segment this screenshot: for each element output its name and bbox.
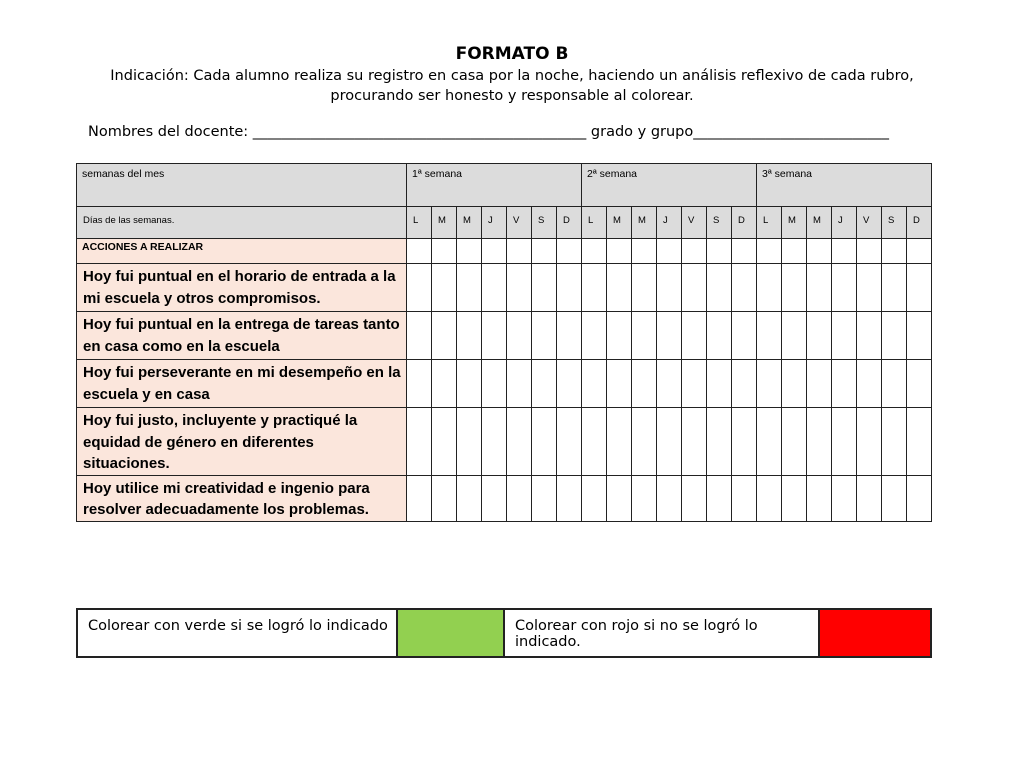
actions-label: ACCIONES A REALIZAR [77,239,407,264]
day-color-cell [882,239,907,264]
day-color-cell[interactable] [557,408,582,476]
day-color-cell[interactable] [432,264,457,312]
day-color-cell[interactable] [432,360,457,408]
day-color-cell [832,239,857,264]
day-color-cell[interactable] [532,408,557,476]
days-row [77,207,932,239]
day-color-cell[interactable] [707,475,732,521]
day-header-cell: J [657,207,682,239]
day-color-cell[interactable] [782,360,807,408]
day-color-cell[interactable] [532,312,557,360]
day-color-cell[interactable] [882,360,907,408]
day-color-cell [707,239,732,264]
instruction-text: Indicación: Cada alumno realiza su registro en casa por la noche, haciendo un análisis reflexivo de cada rubro, procurando ser honesto y responsable al colorear. [110,68,914,104]
day-header-cell: V [682,207,707,239]
day-color-cell[interactable] [732,312,757,360]
action-text: Hoy utilice mi creatividad e ingenio para resolver adecuadamente los problemas. [77,475,407,521]
day-color-cell[interactable] [882,475,907,521]
action-row [77,475,932,521]
day-color-cell[interactable] [432,408,457,476]
day-color-cell[interactable] [582,264,607,312]
day-color-cell [907,239,932,264]
day-color-cell[interactable] [657,408,682,476]
day-color-cell [632,239,657,264]
day-color-cell[interactable] [832,264,857,312]
action-text: Hoy fui puntual en la entrega de tareas tanto en casa como en la escuela [77,312,407,360]
red-swatch [819,609,931,657]
day-color-cell[interactable] [882,408,907,476]
day-color-cell[interactable] [832,360,857,408]
day-color-cell[interactable] [532,475,557,521]
day-color-cell[interactable] [732,264,757,312]
day-color-cell[interactable] [582,408,607,476]
day-color-cell[interactable] [482,360,507,408]
day-color-cell[interactable] [832,475,857,521]
day-color-cell[interactable] [832,408,857,476]
day-color-cell[interactable] [632,408,657,476]
day-color-cell[interactable] [457,360,482,408]
day-color-cell[interactable] [632,475,657,521]
page-title: FORMATO B [455,44,569,64]
day-color-cell[interactable] [707,408,732,476]
color-legend [76,608,932,658]
day-header-cell: D [907,207,932,239]
day-color-cell[interactable] [682,264,707,312]
day-color-cell[interactable] [732,408,757,476]
day-header-cell: L [757,207,782,239]
action-text: Hoy fui perseverante en mi desempeño en la escuela y en casa [77,360,407,408]
action-text: Hoy fui puntual en el horario de entrada a la mi escuela y otros compromisos. [77,264,407,312]
day-color-cell[interactable] [507,408,532,476]
day-color-cell[interactable] [682,312,707,360]
day-color-cell[interactable] [882,312,907,360]
day-color-cell[interactable] [557,475,582,521]
action-row [77,312,932,360]
day-color-cell[interactable] [857,264,882,312]
day-color-cell[interactable] [782,408,807,476]
day-color-cell[interactable] [807,408,832,476]
day-color-cell[interactable] [607,360,632,408]
day-color-cell [607,239,632,264]
action-row [77,264,932,312]
day-color-cell[interactable] [407,264,432,312]
day-color-cell[interactable] [682,360,707,408]
day-color-cell[interactable] [557,264,582,312]
day-color-cell[interactable] [907,312,932,360]
day-color-cell[interactable] [532,360,557,408]
day-header-cell: S [532,207,557,239]
day-color-cell[interactable] [582,360,607,408]
day-color-cell [532,239,557,264]
day-color-cell[interactable] [607,408,632,476]
day-color-cell [757,239,782,264]
weeks-label: semanas del mes [77,164,407,207]
day-color-cell [507,239,532,264]
day-color-cell[interactable] [457,408,482,476]
day-color-cell[interactable] [482,475,507,521]
day-color-cell[interactable] [457,312,482,360]
day-color-cell[interactable] [757,264,782,312]
day-color-cell[interactable] [682,475,707,521]
day-color-cell[interactable] [857,360,882,408]
day-header-cell: D [732,207,757,239]
day-color-cell [782,239,807,264]
day-color-cell[interactable] [557,312,582,360]
day-color-cell[interactable] [882,264,907,312]
day-color-cell[interactable] [507,360,532,408]
day-color-cell[interactable] [507,264,532,312]
day-color-cell[interactable] [607,264,632,312]
day-color-cell[interactable] [482,312,507,360]
day-color-cell[interactable] [582,312,607,360]
day-header-cell: J [832,207,857,239]
day-color-cell[interactable] [432,475,457,521]
week-2-header: 2ª semana [582,164,757,207]
day-color-cell[interactable] [807,312,832,360]
week-3-header: 3ª semana [757,164,932,207]
day-color-cell[interactable] [732,475,757,521]
day-header-cell: M [807,207,832,239]
day-color-cell [582,239,607,264]
legend-red-text: Colorear con rojo si no se logró lo indicado. [504,609,819,657]
day-header-cell: M [457,207,482,239]
day-color-cell[interactable] [757,312,782,360]
day-color-cell[interactable] [657,312,682,360]
actions-header-row [77,239,932,264]
day-color-cell[interactable] [482,264,507,312]
day-color-cell[interactable] [732,360,757,408]
teacher-names-line: Nombres del docente: ______________________________________________ grado y grupo___________________________ [88,124,890,140]
weeks-row [77,164,932,207]
day-color-cell[interactable] [682,408,707,476]
day-color-cell[interactable] [632,264,657,312]
day-color-cell[interactable] [907,360,932,408]
day-header-cell: J [482,207,507,239]
day-header-cell: S [882,207,907,239]
day-color-cell[interactable] [807,264,832,312]
day-color-cell [557,239,582,264]
day-color-cell[interactable] [807,360,832,408]
week-1-header: 1ª semana [407,164,582,207]
action-row [77,360,932,408]
day-color-cell [857,239,882,264]
day-color-cell[interactable] [707,360,732,408]
day-color-cell[interactable] [782,475,807,521]
action-row [77,408,932,476]
day-color-cell[interactable] [857,312,882,360]
day-color-cell[interactable] [807,475,832,521]
day-color-cell[interactable] [782,264,807,312]
day-color-cell [732,239,757,264]
day-color-cell[interactable] [407,475,432,521]
day-color-cell[interactable] [407,360,432,408]
day-header-cell: S [707,207,732,239]
day-color-cell[interactable] [607,475,632,521]
day-color-cell[interactable] [632,360,657,408]
day-color-cell[interactable] [832,312,857,360]
day-color-cell[interactable] [857,475,882,521]
legend-green-text: Colorear con verde si se logró lo indicado [77,609,397,657]
day-header-cell: D [557,207,582,239]
day-color-cell[interactable] [407,312,432,360]
day-header-cell: V [507,207,532,239]
day-color-cell[interactable] [507,475,532,521]
days-label: Días de las semanas. [77,207,407,239]
day-color-cell[interactable] [632,312,657,360]
day-color-cell[interactable] [707,264,732,312]
day-header-cell: L [407,207,432,239]
day-header-cell: M [632,207,657,239]
day-color-cell [482,239,507,264]
day-color-cell[interactable] [532,264,557,312]
day-color-cell [457,239,482,264]
day-color-cell [657,239,682,264]
day-color-cell[interactable] [707,312,732,360]
day-header-cell: L [582,207,607,239]
day-header-cell: M [607,207,632,239]
day-color-cell[interactable] [482,408,507,476]
weekly-record-table [76,163,932,522]
day-color-cell[interactable] [457,264,482,312]
day-header-cell: M [432,207,457,239]
day-color-cell [432,239,457,264]
day-color-cell[interactable] [507,312,532,360]
day-color-cell[interactable] [607,312,632,360]
day-color-cell[interactable] [557,360,582,408]
day-color-cell[interactable] [457,475,482,521]
day-color-cell[interactable] [757,360,782,408]
day-color-cell[interactable] [657,475,682,521]
day-color-cell[interactable] [657,264,682,312]
day-header-cell: M [782,207,807,239]
action-text: Hoy fui justo, incluyente y practiqué la equidad de género en diferentes situaciones. [77,408,407,476]
day-color-cell [807,239,832,264]
day-color-cell[interactable] [582,475,607,521]
day-color-cell[interactable] [657,360,682,408]
day-color-cell[interactable] [432,312,457,360]
day-color-cell [682,239,707,264]
day-color-cell[interactable] [907,475,932,521]
green-swatch [397,609,504,657]
day-color-cell[interactable] [757,408,782,476]
day-color-cell[interactable] [782,312,807,360]
day-color-cell [407,239,432,264]
day-color-cell[interactable] [407,408,432,476]
day-color-cell[interactable] [757,475,782,521]
day-header-cell: V [857,207,882,239]
day-color-cell[interactable] [907,408,932,476]
day-color-cell[interactable] [907,264,932,312]
day-color-cell[interactable] [857,408,882,476]
